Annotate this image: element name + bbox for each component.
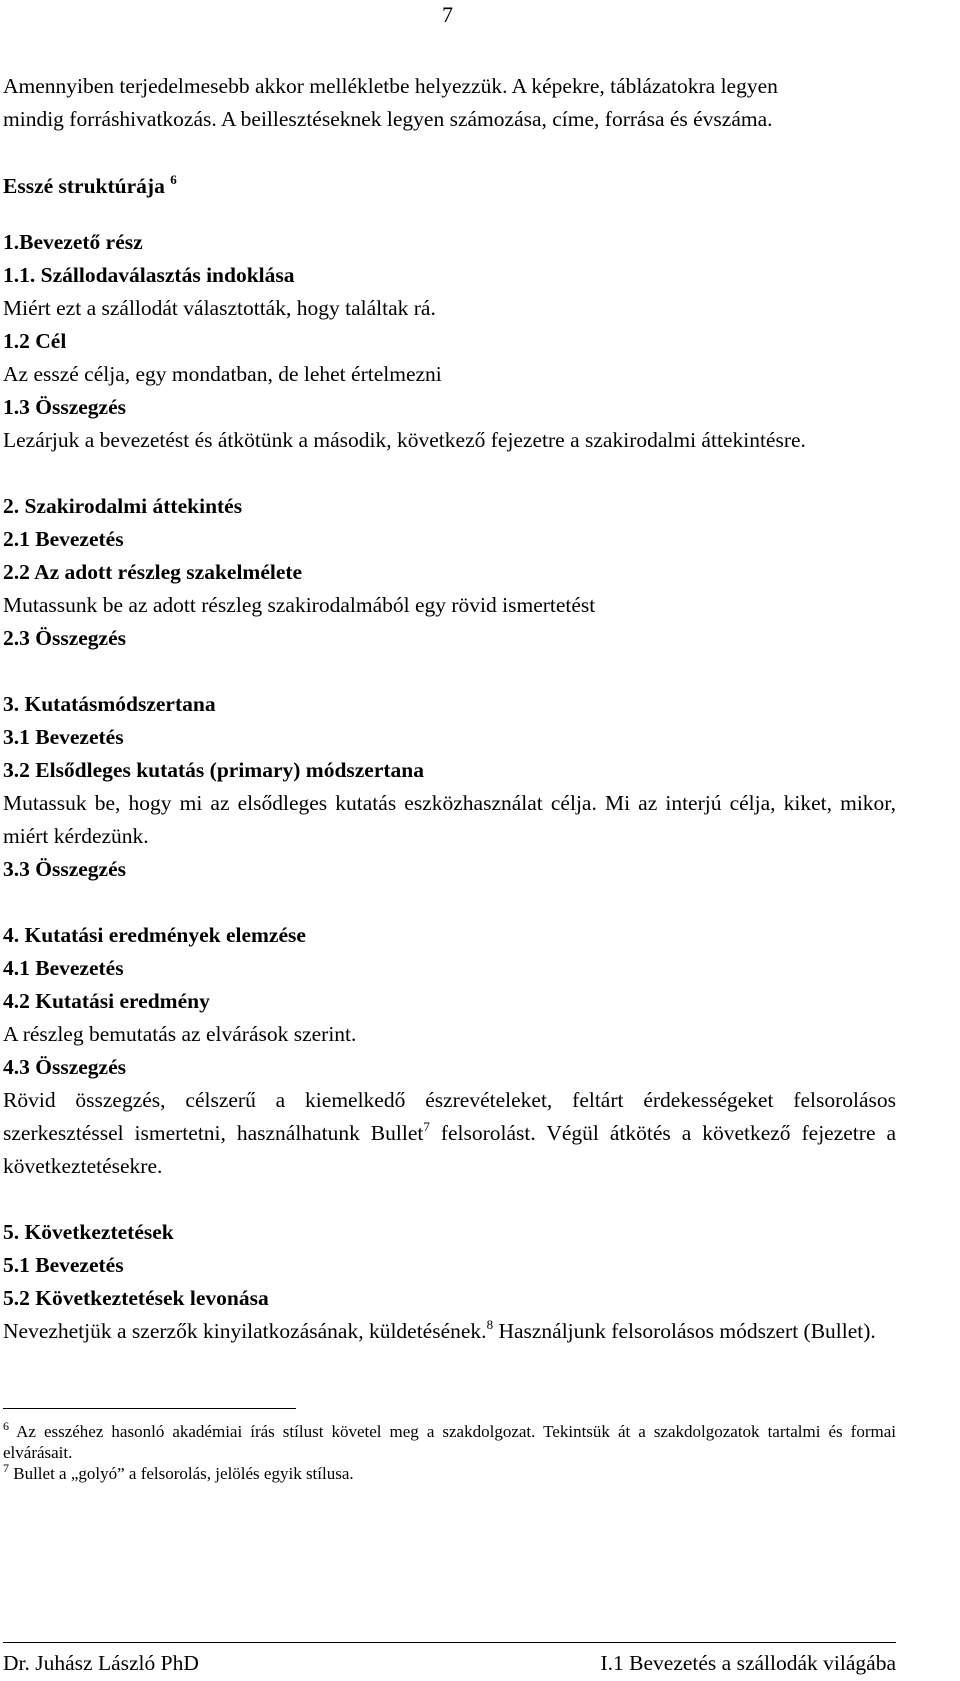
section-2-1-heading: 2.1 Bevezetés (3, 527, 124, 551)
footnote-7-number: 7 (3, 1461, 9, 1475)
section-2-3-heading: 2.3 Összegzés (3, 626, 126, 650)
section-4-2-text: A részleg bemutatás az elvárások szerint. (3, 1022, 357, 1046)
section-3-2-heading: 3.2 Elsődleges kutatás (primary) módszertana (3, 758, 425, 782)
footer-chapter-title: I.1 Bevezetés a szállodák világába (600, 1651, 896, 1675)
section-1-2-heading: 1.2 Cél (3, 329, 67, 353)
section-4-3-text (3, 1084, 896, 1183)
section-4-2-heading: 4.2 Kutatási eredmény (3, 989, 210, 1013)
section-5-1-heading: 5.1 Bevezetés (3, 1253, 124, 1277)
footer-author: Dr. Juhász László PhD (3, 1651, 199, 1675)
section-5-2-text-part-2: Használjunk felsorolásos módszert (Bullet). (493, 1319, 876, 1343)
section-3-title: 3. Kutatásmódszertana (3, 692, 216, 716)
section-1-1-text: Miért ezt a szállodát választották, hogy találtak rá. (3, 296, 436, 320)
section-4-3-text-part-2: felsorolást. Végül átkötés a következő fejezetre a következtetésekre. (3, 1121, 896, 1178)
intro-line-1: Amennyiben terjedelmesebb akkor mellékletbe helyezzük. A képekre, táblázatokra legyen (3, 74, 778, 98)
section-4-3-text-part-1: Rövid összegzés, célszerű a kiemelkedő észrevételeket, feltárt érdekességeket felsorolásos szerkesztéssel ismertetni, használhatunk Bullet (3, 1088, 896, 1145)
section-5-2-heading: 5.2 Következtetések levonása (3, 1286, 269, 1310)
page-footer (3, 1642, 896, 1675)
footnotes (3, 1408, 896, 1484)
section-5-2-text (3, 1315, 896, 1348)
footnote-6-number: 6 (3, 1419, 9, 1433)
section-4-title: 4. Kutatási eredmények elemzése (3, 923, 306, 947)
footnote-ref-6[interactable]: 6 (170, 172, 177, 187)
section-5-title: 5. Következtetések (3, 1220, 174, 1244)
section-1-1-heading: 1.1. Szállodaválasztás indoklása (3, 263, 295, 287)
footnote-ref-7[interactable]: 7 (423, 1119, 430, 1134)
section-5-2-text-part-1: Nevezhetjük a szerzők kinyilatkozásának, küldetésének. (3, 1319, 487, 1343)
section-3-2-text: Mutassuk be, hogy mi az elsődleges kutatás eszközhasználat célja. Mi az interjú célja, kiket, mikor, miért kérdezünk. (3, 791, 896, 848)
page-number: 7 (442, 2, 453, 27)
page-content (3, 70, 896, 1348)
footnote-7 (3, 1463, 896, 1484)
section-1-3-heading: 1.3 Összegzés (3, 395, 126, 419)
section-3-3-heading: 3.3 Összegzés (3, 857, 126, 881)
footnote-6 (3, 1421, 896, 1463)
footnote-7-text: Bullet a „golyó” a felsorolás, jelölés egyik stílusa. (9, 1464, 354, 1483)
essay-structure-heading (3, 170, 896, 203)
section-2-title: 2. Szakirodalmi áttekintés (3, 494, 243, 518)
essay-heading-text: Esszé struktúrája (3, 174, 165, 198)
section-2-2-heading: 2.2 Az adott részleg szakelmélete (3, 560, 303, 584)
footnote-6-text: Az esszéhez hasonló akadémiai írás stílust követel meg a szakdolgozat. Tekintsük át a szakdolgozatok tartalmi és formai elvárásait. (3, 1422, 896, 1462)
footnote-separator (3, 1408, 296, 1409)
section-1-3-text: Lezárjuk a bevezetést és átkötünk a második, következő fejezetre a szakirodalmi áttekintésre. (3, 428, 806, 452)
section-3-1-heading: 3.1 Bevezetés (3, 725, 124, 749)
section-4-1-heading: 4.1 Bevezetés (3, 956, 124, 980)
section-2-2-text: Mutassunk be az adott részleg szakirodalmából egy rövid ismertetést (3, 593, 596, 617)
intro-line-2: mindig forráshivatkozás. A beillesztéseknek legyen számozása, címe, forrása és évszáma. (3, 107, 773, 131)
footnote-ref-8[interactable]: 8 (486, 1317, 494, 1332)
section-1-title: 1.Bevezető rész (3, 230, 143, 254)
section-4-3-heading: 4.3 Összegzés (3, 1055, 126, 1079)
section-1-2-text: Az esszé célja, egy mondatban, de lehet értelmezni (3, 362, 442, 386)
